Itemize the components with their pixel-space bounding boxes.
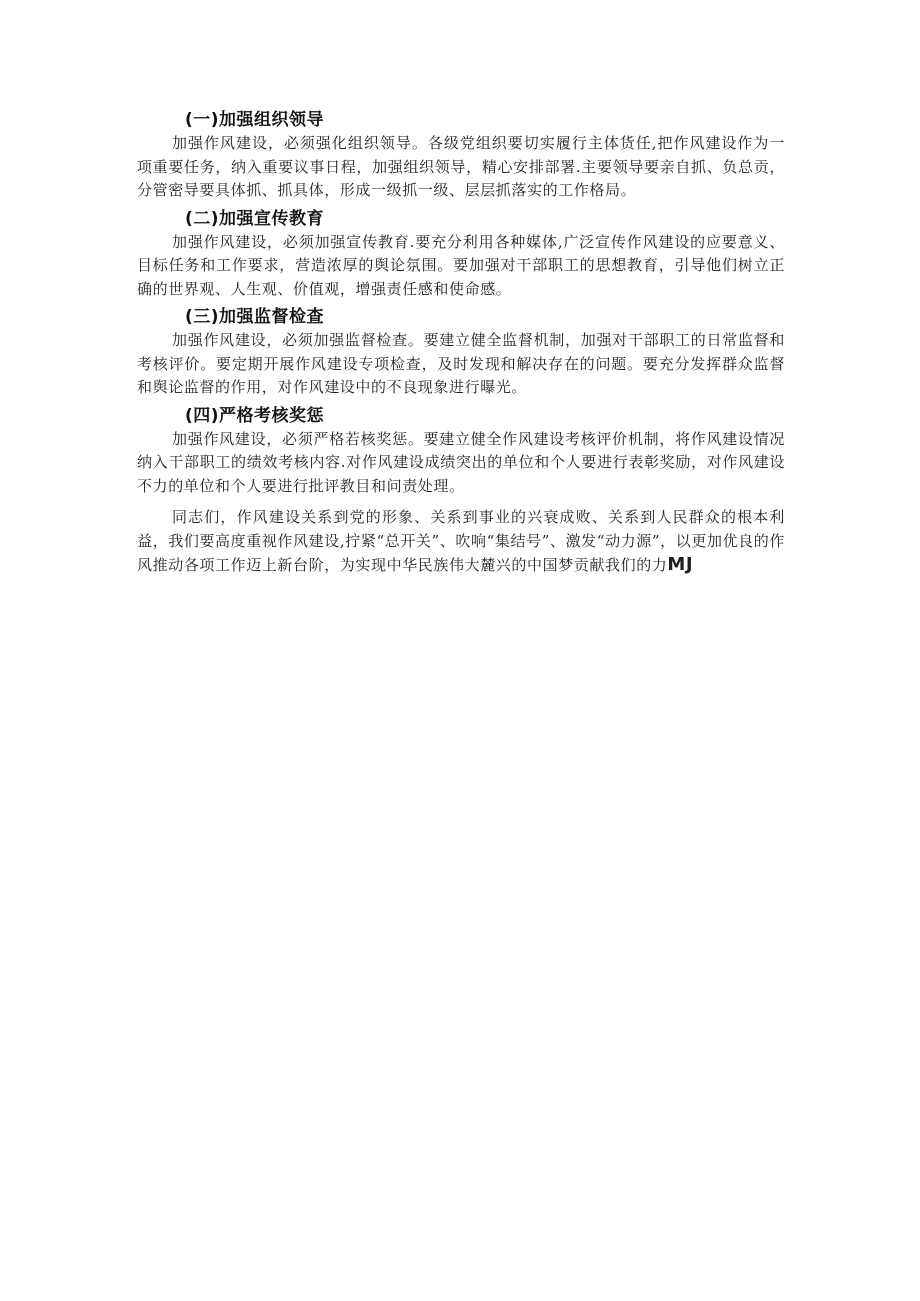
section-heading-4: (四)严格考核奖惩 (185, 405, 325, 426)
closing-paragraph (137, 506, 785, 578)
section-body-2: 加强作风建设，必须加强宣传教育.要充分利用各种媒体,广泛宣传作风建设的应要意义、目标任务和工作要求，营造浓厚的舆论氛围。要加强对干部职工的思想教育，引导他们树立正确的世界观、人生观、价值观，增强责任感和使命感。 (137, 232, 785, 298)
section-body-1: 加强作风建设，必须强化组织领导。各级党组织要切实履行主体货任,把作风建设作为一项重要任务，纳入重要议事日程，加强组织领导，精心安排部署.主要领导要亲自抓、负总贡，分管密导要具体抓、抓具体，形成一级抓一级、层层抓落实的工作格局。 (137, 134, 785, 199)
section-heading-1: (一)加强组织领导 (185, 110, 325, 130)
document-page (137, 108, 785, 582)
section-body-3: 加强作风建设，必须加强监督检查。要建立健全监督机制，加强对干部职工的日常监督和考核评价。要定期开展作风建设专项检查，及时发现和解决存在的问题。要充分发挥群众监督和舆论监督的作用，对作风建设中的不良现象进行曝光。 (137, 331, 785, 396)
section-heading-3: (三)加强监督检查 (185, 307, 325, 327)
section-heading-2: (二)加强宣传教育 (185, 208, 325, 229)
section-body-4: 加强作风建设，必须严格若核奖惩。要建立健全作风建设考核评价机制，将作风建设情况纳入干部职工的绩效考核内容.对作风建设成绩突出的单位和个人要进行表彰奖励，对作风建设不力的单位和个人要进行批评教目和问责处理。 (137, 429, 785, 495)
closing-tail: MJ (667, 554, 694, 575)
closing-text: 同志们，作风建设关系到党的形象、关系到事业的兴衰成败、关系到人民群众的根本利益，我们要高度重视作风建设,拧紧“总开关”、吹响“集结号”、激发“动力源”，以更加优良的作风推动各项工作迈上新台阶，为实现中华民族伟大麓兴的中国梦贡献我们的力 (137, 508, 785, 574)
